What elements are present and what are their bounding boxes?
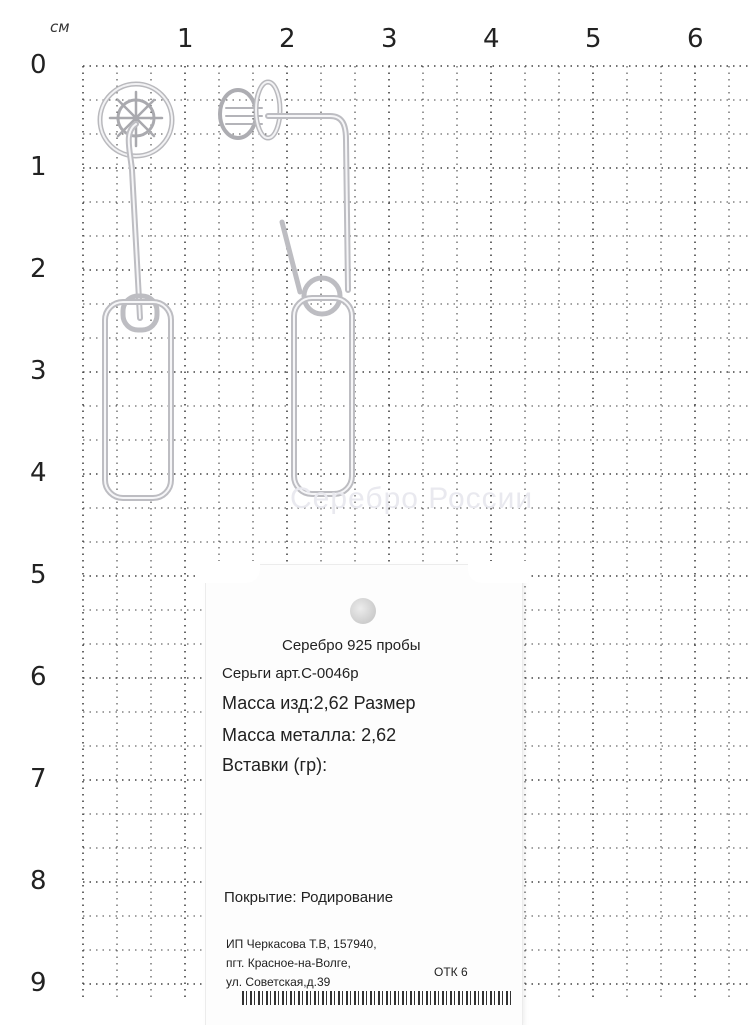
tag-notch-left xyxy=(200,561,260,583)
right-earring-pin xyxy=(282,222,300,292)
y-axis-label: 8 xyxy=(30,866,47,896)
tag-maker-line-1: ИП Черкасова Т.В, 157940, xyxy=(226,937,377,951)
tag-article: Серьги арт.С-0046р xyxy=(222,665,359,682)
tag-notch-right xyxy=(468,561,528,583)
left-earring-stud xyxy=(100,84,172,156)
price-tag xyxy=(206,565,522,1025)
tag-mass: Масса изд:2,62 Размер xyxy=(222,693,416,713)
x-axis-label: 6 xyxy=(687,24,704,54)
y-axis-label: 3 xyxy=(30,356,47,386)
tag-maker-line-3: ул. Советская,д.39 xyxy=(226,975,331,989)
watermark-text: Серебро России xyxy=(290,482,534,515)
x-axis-label: 2 xyxy=(279,24,296,54)
left-earring xyxy=(100,84,172,498)
right-earring-wire xyxy=(268,116,348,290)
y-axis-label: 5 xyxy=(30,560,47,590)
y-axis-label: 0 xyxy=(30,50,47,80)
tag-header: Серебро 925 пробы xyxy=(282,637,421,654)
tag-maker-line-2: пгт. Красное-на-Волге, xyxy=(226,956,351,970)
tag-coating: Покрытие: Родирование xyxy=(224,889,394,906)
y-axis-label: 6 xyxy=(30,662,47,692)
right-earring-stud xyxy=(220,82,280,138)
x-axis-label: 4 xyxy=(483,24,500,54)
x-axis-label: 5 xyxy=(585,24,602,54)
y-axis-label: 7 xyxy=(30,764,47,794)
tag-inserts: Вставки (гр): xyxy=(222,755,328,775)
tag-hole xyxy=(350,598,376,624)
y-axis-label: 2 xyxy=(30,254,47,284)
right-earring-long-link xyxy=(294,298,352,494)
y-axis-label: 4 xyxy=(30,458,47,488)
x-axis-label: 1 xyxy=(177,24,194,54)
right-earring xyxy=(220,82,352,494)
x-axis-label: 3 xyxy=(381,24,398,54)
tag-metal-mass: Масса металла: 2,62 xyxy=(222,725,397,745)
y-axis-label: 1 xyxy=(30,152,47,182)
y-axis-label: 9 xyxy=(30,968,47,998)
unit-label: см xyxy=(50,18,70,36)
tag-otk: ОТК 6 xyxy=(434,965,468,979)
tag-barcode xyxy=(242,991,512,1005)
